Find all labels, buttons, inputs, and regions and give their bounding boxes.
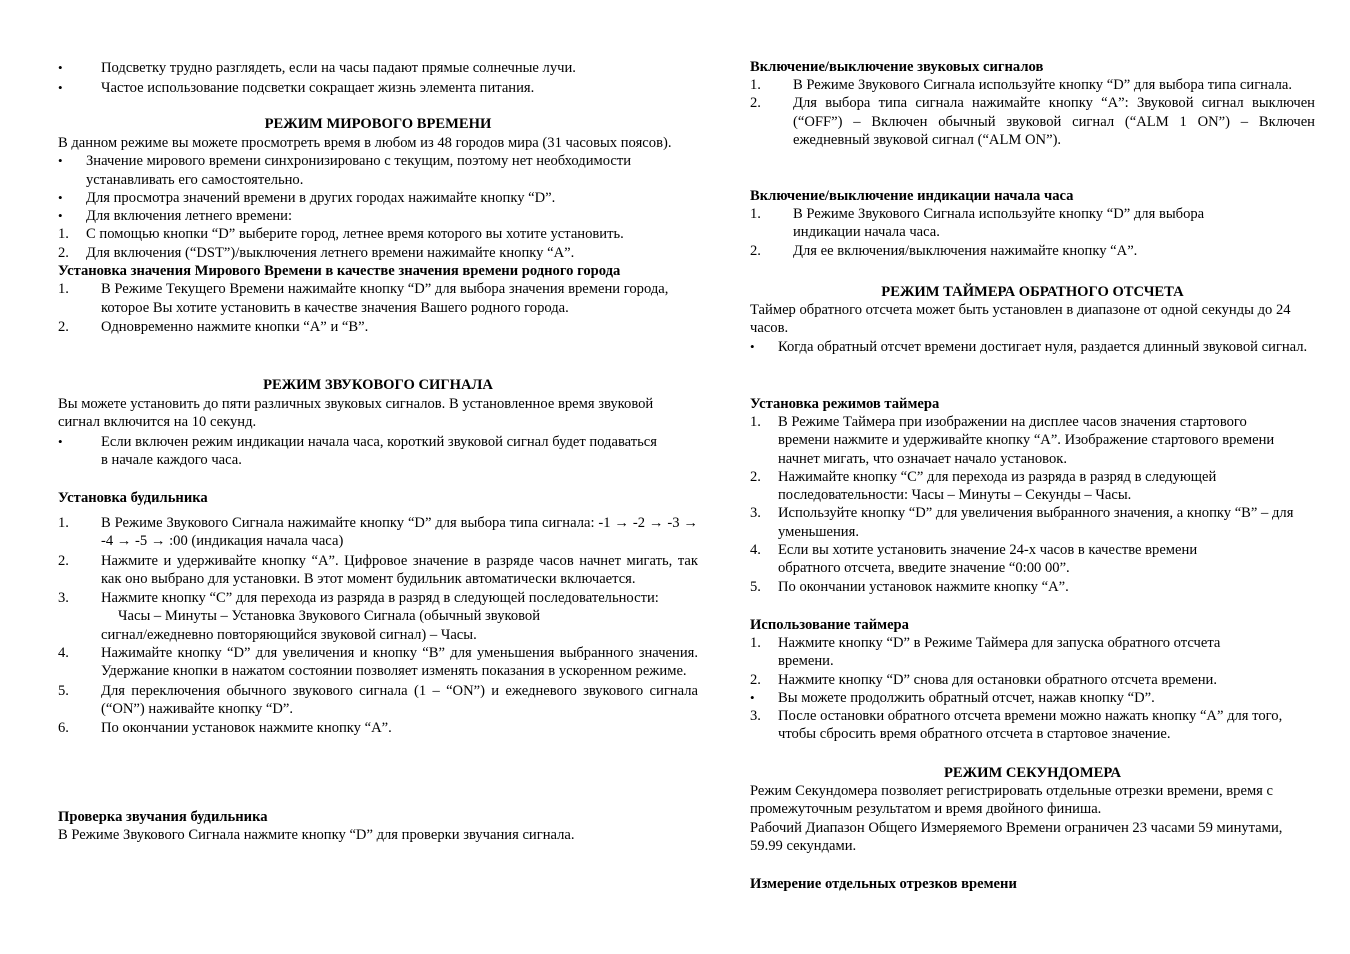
subheading-timer-settings: Установка режимов таймера xyxy=(750,396,940,412)
alarm-mode-section xyxy=(58,395,698,469)
sequence-note: сигнал/ежедневно повторяющийся звуковой сигнал) – Часы. xyxy=(101,626,477,643)
subheading-test-alarm: Проверка звучания будильника xyxy=(58,809,268,825)
list-item: • Частое использование подсветки сокращает жизнь элемента питания. xyxy=(58,79,535,96)
list-item: 1. В Режиме Звукового Сигнала используйте кнопку “D” для выбора типа сигнала. xyxy=(750,77,1293,93)
list-item: 1. В Режиме Текущего Времени нажимайте кнопку “D” для выбора значения времени города, которое Вы хотите установить в качестве значения Вашего родного города. xyxy=(58,281,669,316)
list-item: 2. Для выбора типа сигнала нажимайте кнопку “A”: Звуковой сигнал выключен (“OFF”) – Включен обычный звуковой сигнал (“ALM 1 ON”) – Включен ежедневный звуковой сигнал (“ALM ON”). xyxy=(750,95,1315,148)
heading-countdown-timer: РЕЖИМ ТАЙМЕРА ОБРАТНОГО ОТСЧЕТА xyxy=(881,284,1184,300)
list-item: 1. В Режиме Звукового Сигнала нажимайте кнопку “D” для выбора типа сигнала: -1 → -2 → -3 → -4 → -5 → :00 (индикация начала часа) xyxy=(58,515,698,550)
list-item: 1. В Режиме Звукового Сигнала используйте кнопку “D” для выбора индикации начала часа. xyxy=(750,206,1205,241)
world-time-section xyxy=(58,134,698,336)
list-item: 3. После остановки обратного отсчета времени можно нажать кнопку “A” для того, чтобы сбросить время обратного отсчета в стартовое значение. xyxy=(750,708,1283,743)
list-item: • Подсветку трудно разглядеть, если на часы падают прямые солнечные лучи. xyxy=(58,60,576,76)
subheading-sound-signals: Включение/выключение звуковых сигналов xyxy=(750,59,1044,75)
paragraph: Рабочий Диапазон Общего Измеряемого Времени ограничен 23 часами 59 минутами, 59.99 секундами. xyxy=(750,819,1283,854)
subheading-hourly-chime: Включение/выключение индикации начала часа xyxy=(750,188,1074,204)
list-item: 4. Нажимайте кнопку “D” для увеличения и кнопку “B” для уменьшения выбранного значения. Удержание кнопки в нажатом состоянии позволяет изменять показания в ускоренном режиме. xyxy=(58,645,698,680)
paragraph: Таймер обратного отсчета может быть установлен в диапазоне от одной секунды до 24 часов. xyxy=(750,302,1291,337)
list-item: 5. По окончании установок нажмите кнопку “A”. xyxy=(750,578,1069,595)
list-item: 5. Для переключения обычного звукового сигнала (1 – “ON”) и ежедневого звукового сигнала (“ON”) наживайте кнопку “D”. xyxy=(58,682,698,717)
list-item: 2. Одновременно нажмите кнопки “A” и “B”. xyxy=(58,318,369,335)
subheading-using-timer: Использование таймера xyxy=(750,617,909,633)
list-item: 2. Нажмите кнопку “D” снова для остановки обратного отсчета времени. xyxy=(750,671,1217,688)
list-item: 2. Для включения (“DST”)/выключения летнего времени нажимайте кнопку “A”. xyxy=(58,244,575,261)
list-item: • Значение мирового времени синхронизировано с текущим, поэтому нет необходимости устанавливать его самостоятельно. xyxy=(58,153,632,188)
list-item: 6. По окончании установок нажмите кнопку “A”. xyxy=(58,720,392,737)
list-item: 3. Нажмите кнопку “C” для перехода из разряда в разряд в следующей последовательности: xyxy=(58,590,659,607)
timer-section xyxy=(750,301,1315,356)
list-item: 1. С помощью кнопки “D” выберите город, летнее время которого вы хотите установить. xyxy=(58,226,624,243)
list-item: • Когда обратный отсчет времени достигает нуля, раздается длинный звуковой сигнал. xyxy=(750,338,1308,355)
paragraph: В Режиме Звукового Сигнала нажмите кнопку “D” для проверки звучания сигнала. xyxy=(58,827,575,843)
list-item: 2. Для ее включения/выключения нажимайте кнопку “A”. xyxy=(750,242,1138,259)
heading-alarm-mode: РЕЖИМ ЗВУКОВОГО СИГНАЛА xyxy=(263,377,493,393)
backlight-notes xyxy=(58,59,698,97)
list-item: 1. В Режиме Таймера при изображении на дисплее часов значения стартового времени нажмите и удерживайте кнопку “A”. Изображение стартового времени начнет мигать, что означает начало установок. xyxy=(750,414,1275,467)
list-item: • Если включен режим индикации начала часа, короткий звуковой сигнал будет подаваться в начале каждого часа. xyxy=(58,433,657,468)
subheading-home-city: Установка значения Мирового Времени в качестве значения времени родного города xyxy=(58,263,621,280)
sound-signal-steps xyxy=(750,76,1315,149)
list-item: 4. Если вы хотите установить значение 24-х часов в качестве времени обратного отсчета, введите значение “0:00 00”. xyxy=(750,542,1198,577)
list-item: 2. Нажмите и удерживайте кнопку “A”. Цифровое значение в разряде часов начнет мигать, так как оно выбрано для установки. В этот момент будильник автоматически включается. xyxy=(58,552,698,587)
sequence-note: Часы – Минуты – Установка Звукового Сигнала (обычный звуковой xyxy=(118,608,541,625)
subheading-set-alarm: Установка будильника xyxy=(58,490,208,506)
list-item: • Вы можете продолжить обратный отсчет, нажав кнопку “D”. xyxy=(750,689,1155,706)
paragraph: Режим Секундомера позволяет регистрировать отдельные отрезки времени, время с промежуточным результатом и время двойного финиша. xyxy=(750,783,1274,818)
heading-stopwatch: РЕЖИМ СЕКУНДОМЕРА xyxy=(944,765,1121,781)
stopwatch-section xyxy=(750,782,1285,855)
list-item: 1. Нажмите кнопку “D” в Режиме Таймера для запуска обратного отсчета времени. xyxy=(750,635,1221,670)
paragraph: В данном режиме вы можете просмотреть время в любом из 48 городов мира (31 часовых поясов). xyxy=(58,135,672,151)
list-item: 3. Используйте кнопку “D” для увеличения выбранного значения, а кнопку “B” – для уменьшения. xyxy=(750,505,1294,540)
paragraph: Вы можете установить до пяти различных звуковых сигналов. В установленное время звуковой сигнал включится на 10 секунд. xyxy=(58,396,654,431)
hourly-chime-steps xyxy=(750,205,1315,260)
timer-use-steps xyxy=(750,634,1315,744)
heading-world-time: РЕЖИМ МИРОВОГО ВРЕМЕНИ xyxy=(264,116,492,132)
subheading-split-measurement: Измерение отдельных отрезков времени xyxy=(750,876,1017,892)
list-item: • Для включения летнего времени: xyxy=(58,208,293,225)
list-item: 2. Нажимайте кнопку “C” для перехода из разряда в разряд в следующей последовательности: Часы – Минуты – Секунды – Часы. xyxy=(750,468,1217,504)
set-alarm-steps xyxy=(58,514,698,738)
timer-setup-steps xyxy=(750,413,1315,596)
list-item: • Для просмотра значений времени в других городах нажимайте кнопку “D”. xyxy=(58,189,556,206)
